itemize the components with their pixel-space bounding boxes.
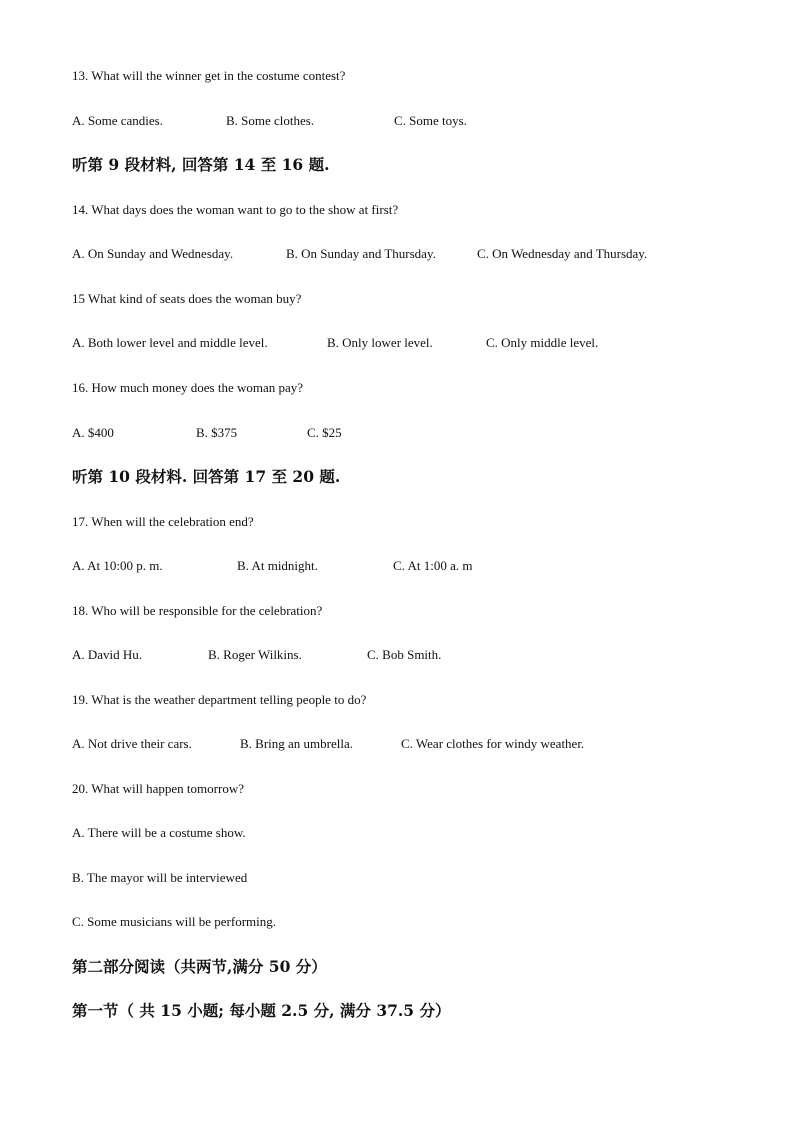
- q14-option-b: B. On Sunday and Thursday.: [286, 246, 436, 261]
- q14-option-a: A. On Sunday and Wednesday.: [72, 246, 234, 261]
- q19-option-b: B. Bring an umbrella.: [240, 736, 354, 751]
- q13-option-b: B. Some clothes.: [226, 113, 315, 128]
- q16-option-b: B. $375: [196, 425, 238, 440]
- question-17-options: [72, 558, 722, 574]
- q20-option-b: B. The mayor will be interviewed: [72, 870, 248, 885]
- question-13-options: [72, 113, 722, 129]
- question-16: 16. How much money does the woman pay?: [72, 380, 304, 395]
- q14-option-c: C. On Wednesday and Thursday.: [477, 246, 648, 261]
- section-10-heading: 听第 10 段材料. 回答第 17 至 20 题.: [72, 467, 341, 486]
- q18-option-b: B. Roger Wilkins.: [208, 647, 302, 662]
- q18-option-c: C. Bob Smith.: [367, 647, 442, 662]
- q13-option-c: C. Some toys.: [394, 113, 467, 128]
- q16-option-a: A. $400: [72, 425, 114, 440]
- question-18: 18. Who will be responsible for the celebration?: [72, 603, 323, 618]
- part-2-section-1-heading: 第一节（ 共 15 小题; 每小题 2.5 分, 满分 37.5 分）: [72, 1001, 451, 1020]
- q15-option-b: B. Only lower level.: [327, 335, 433, 350]
- question-14-options: [72, 246, 722, 262]
- question-19-options: [72, 736, 722, 752]
- question-15-options: [72, 335, 722, 351]
- q19-option-a: A. Not drive their cars.: [72, 736, 192, 751]
- question-15: 15 What kind of seats does the woman buy?: [72, 291, 302, 306]
- question-14: 14. What days does the woman want to go to the show at first?: [72, 202, 399, 217]
- question-13: 13. What will the winner get in the costume contest?: [72, 68, 346, 83]
- section-9-heading: 听第 9 段材料, 回答第 14 至 16 题.: [72, 155, 330, 174]
- question-18-options: [72, 647, 722, 663]
- q20-option-a: A. There will be a costume show.: [72, 825, 246, 840]
- question-17: 17. When will the celebration end?: [72, 514, 254, 529]
- q15-option-c: C. Only middle level.: [486, 335, 599, 350]
- part-2-heading: 第二部分阅读（共两节,满分 50 分）: [72, 957, 327, 976]
- q17-option-a: A. At 10:00 p. m.: [72, 558, 163, 573]
- question-20: 20. What will happen tomorrow?: [72, 781, 244, 796]
- q13-option-a: A. Some candies.: [72, 113, 163, 128]
- q17-option-b: B. At midnight.: [237, 558, 318, 573]
- question-16-options: [72, 425, 722, 441]
- q15-option-a: A. Both lower level and middle level.: [72, 335, 268, 350]
- q16-option-c: C. $25: [307, 425, 342, 440]
- q19-option-c: C. Wear clothes for windy weather.: [401, 736, 585, 751]
- q20-option-c: C. Some musicians will be performing.: [72, 914, 277, 929]
- q17-option-c: C. At 1:00 a. m: [393, 558, 473, 573]
- q18-option-a: A. David Hu.: [72, 647, 143, 662]
- question-19: 19. What is the weather department telling people to do?: [72, 692, 367, 707]
